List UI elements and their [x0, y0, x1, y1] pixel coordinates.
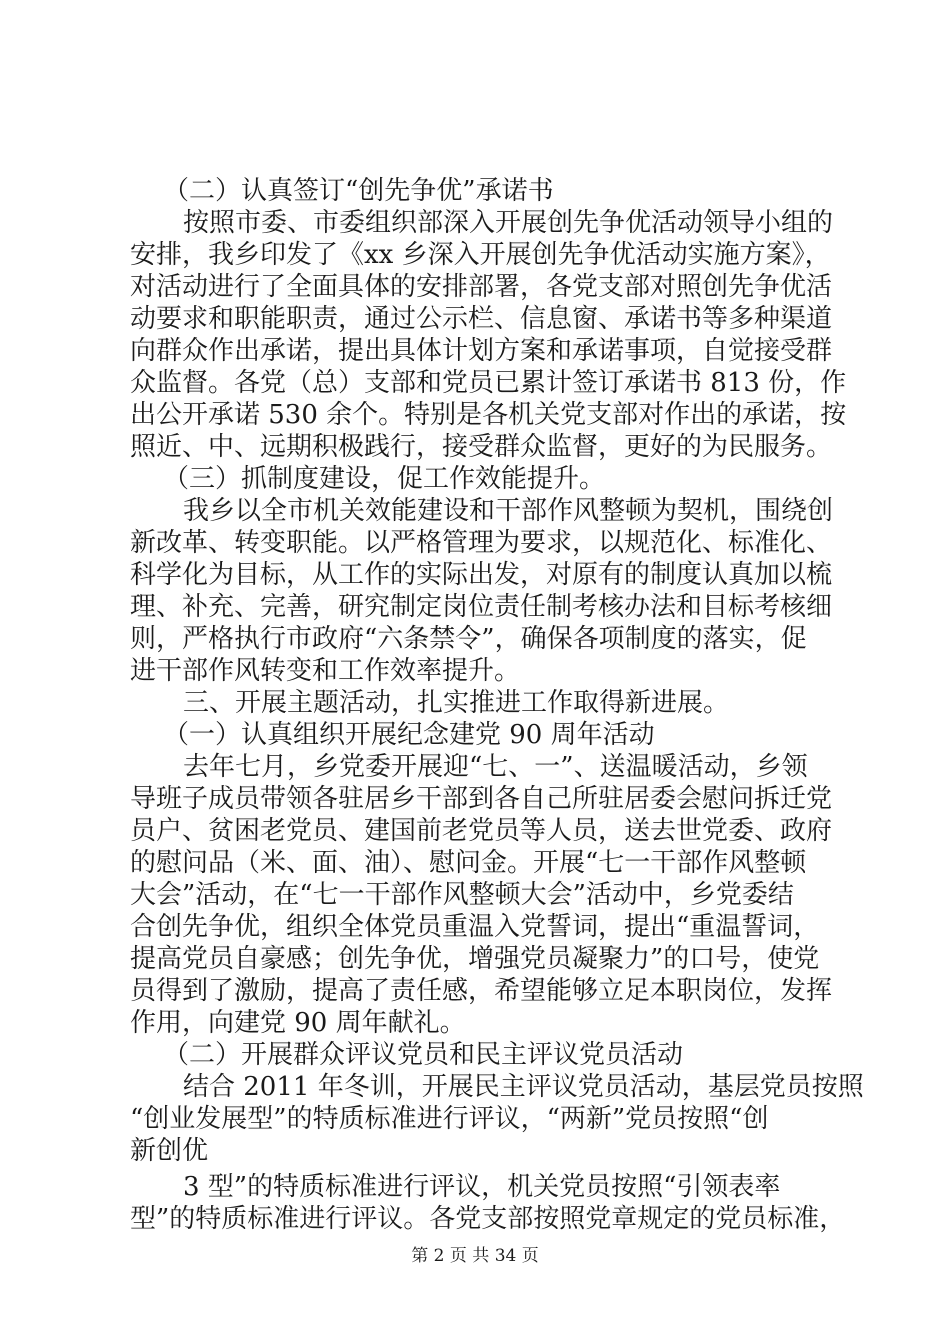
- paragraph-line: 结合 2011 年冬训，开展民主评议党员活动，基层党员按照: [183, 1072, 864, 1102]
- paragraph-line: 提高党员自豪感；创先争优，增强党员凝聚力”的口号，使党: [130, 944, 820, 974]
- paragraph-line: 理、补充、完善，研究制定岗位责任制考核办法和目标考核细: [130, 592, 833, 622]
- paragraph-line: 新创优: [130, 1136, 209, 1166]
- paragraph-line: 向群众作出承诺，提出具体计划方案和承诺事项，自觉接受群: [130, 336, 833, 366]
- paragraph-line: 员户、贫困老党员、建国前老党员等人员，送去世党委、政府: [130, 816, 833, 846]
- paragraph-line: 员得到了激励，提高了责任感，希望能够立足本职岗位，发挥: [130, 976, 833, 1006]
- paragraph-line: 导班子成员带领各驻居乡干部到各自己所驻居委会慰问拆迁党: [130, 784, 833, 814]
- paragraph-line: 动要求和职能职责，通过公示栏、信息窗、承诺书等多种渠道: [130, 304, 833, 334]
- paragraph-line: 型”的特质标准进行评议。各党支部按照党章规定的党员标准，: [130, 1204, 846, 1234]
- page-number-footer: 第 2 页 共 34 页: [411, 1246, 539, 1266]
- paragraph-line: 按照市委、市委组织部深入开展创先争优活动领导小组的: [183, 208, 834, 238]
- paragraph-line: 则，严格执行市政府“六条禁令”，确保各项制度的落实，促: [130, 624, 807, 654]
- paragraph-line: 对活动进行了全面具体的安排部署，各党支部对照创先争优活: [130, 272, 833, 302]
- paragraph-line: 安排，我乡印发了《xx 乡深入开展创先争优活动实施方案》，: [130, 240, 831, 270]
- heading-2-3: （三）抓制度建设，促工作效能提升。: [163, 464, 606, 494]
- paragraph-line: “创业发展型”的特质标准进行评议，“两新”党员按照“创: [130, 1104, 769, 1134]
- heading-3-2: （二）开展群众评议党员和民主评议党员活动: [163, 1040, 684, 1070]
- paragraph-line: 作用，向建党 90 周年献礼。: [130, 1008, 466, 1038]
- paragraph-line: 新改革、转变职能。以严格管理为要求，以规范化、标准化、: [130, 528, 833, 558]
- paragraph-line: 众监督。各党（总）支部和党员已累计签订承诺书 813 份，作: [130, 368, 847, 398]
- paragraph-line: 去年七月，乡党委开展迎“七、一”、送温暖活动，乡领: [183, 752, 808, 782]
- heading-1-3: 三、开展主题活动，扎实推进工作取得新进展。: [183, 688, 730, 718]
- heading-3-1: （一）认真组织开展纪念建党 90 周年活动: [163, 720, 655, 750]
- heading-2-2: （二）认真签订“创先争优”承诺书: [163, 176, 554, 206]
- paragraph-line: 的慰问品（米、面、油）、慰问金。开展“七一干部作风整顿: [130, 848, 807, 878]
- paragraph-line: 科学化为目标，从工作的实际出发，对原有的制度认真加以梳: [130, 560, 833, 590]
- paragraph-line: 3 型”的特质标准进行评议，机关党员按照“引领表率: [183, 1172, 781, 1202]
- paragraph-line: 我乡以全市机关效能建设和干部作风整顿为契机，围绕创: [183, 496, 834, 526]
- paragraph-line: 进干部作风转变和工作效率提升。: [130, 656, 521, 686]
- paragraph-line: 大会”活动，在“七一干部作风整顿大会”活动中，乡党委结: [130, 880, 794, 910]
- paragraph-line: 照近、中、远期积极践行，接受群众监督，更好的为民服务。: [130, 432, 833, 462]
- paragraph-line: 合创先争优，组织全体党员重温入党誓词，提出“重温誓词，: [130, 912, 820, 942]
- paragraph-line: 出公开承诺 530 余个。特别是各机关党支部对作出的承诺，按: [130, 400, 847, 430]
